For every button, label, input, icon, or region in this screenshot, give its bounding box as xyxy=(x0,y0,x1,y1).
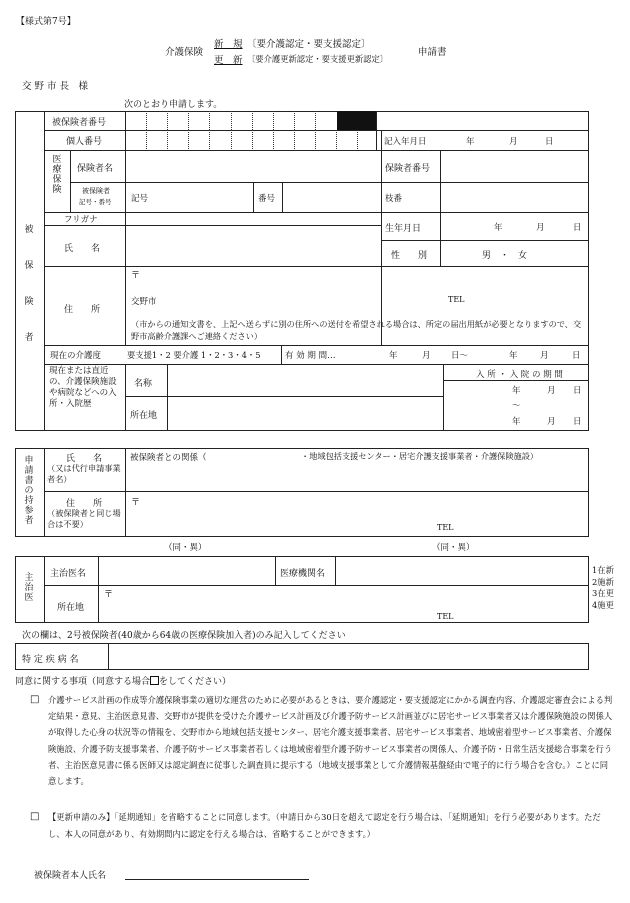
checkbox-sample-icon xyxy=(150,676,159,685)
admission-period-label: 入 所 ・ 入 院 の 期 間 xyxy=(476,370,563,380)
same-diff-right[interactable]: （同・異） xyxy=(432,543,475,553)
submitter-address-label: 住 所 xyxy=(66,499,103,509)
signature-line[interactable] xyxy=(125,879,309,880)
admission-start-day: 日 xyxy=(573,386,582,396)
care-levels[interactable]: 要支援1・2 要介護 1・2・3・4・5 xyxy=(127,350,261,360)
symbol-label: 記号 xyxy=(131,194,149,204)
digit-cell-divider xyxy=(167,111,168,130)
address-note: （市からの通知文書を、上記へ送らずに別の住所への送付を希望される場合は、所定の届出用紙が必要となりますので、交野市高齢介護課へご連絡ください） xyxy=(131,319,582,341)
digit-cell-divider xyxy=(273,111,274,130)
birth-day: 日 xyxy=(573,223,582,233)
digit-cell-divider xyxy=(167,130,168,149)
admission-end-year: 年 xyxy=(512,417,521,427)
consent-header: 同意に関する事項（同意する場合 をしてください） xyxy=(15,677,232,687)
name-field[interactable] xyxy=(126,226,380,265)
relation-label: 被保険者との関係（ xyxy=(130,453,207,463)
title-suffix: 申請書 xyxy=(418,47,447,58)
entry-month: 月 xyxy=(509,137,518,147)
period-end-month: 月 xyxy=(540,351,549,361)
doctor-section-label: 主治医 xyxy=(24,573,34,603)
period-end-day: 日 xyxy=(572,351,581,361)
symbol-field[interactable] xyxy=(150,183,252,211)
insurer-number-label: 保険者番号 xyxy=(385,164,431,174)
digit-cell-divider xyxy=(357,130,358,149)
code-4: 4施更 xyxy=(592,599,614,610)
branch-field[interactable] xyxy=(441,183,588,211)
doctor-tel-label: TEL xyxy=(437,612,454,621)
individual-number-label: 個人番号 xyxy=(66,137,103,147)
institution-field[interactable] xyxy=(336,557,588,584)
digit-cell-divider xyxy=(188,111,189,130)
insurer-name-label: 保険者名 xyxy=(77,164,114,174)
doctor-location-label: 所在地 xyxy=(57,603,85,613)
admission-wave: 〜 xyxy=(512,401,521,411)
period-start-month: 月 xyxy=(422,351,431,361)
postal-mark: 〒 xyxy=(131,271,141,281)
entry-year: 年 xyxy=(466,137,475,147)
entry-date-field[interactable] xyxy=(440,131,588,149)
submitter-tel-label: TEL xyxy=(437,523,454,532)
specific-disease-field[interactable] xyxy=(109,644,588,669)
institution-label: 医療機関名 xyxy=(280,569,326,579)
filled-cells xyxy=(337,111,376,130)
title-renew: 更 新 xyxy=(214,55,243,66)
code-1: 1在新 xyxy=(592,565,614,575)
specific-disease-label: 特 定 疾 病 名 xyxy=(22,655,79,665)
admission-end-month: 月 xyxy=(547,417,556,427)
title-new: 新 規 xyxy=(214,39,243,50)
valid-period-label: 有 効 期 間… xyxy=(285,351,336,361)
sex-options[interactable]: 男 ・ 女 xyxy=(482,251,528,261)
number-field[interactable] xyxy=(283,183,380,211)
doctor-name-label: 主治医名 xyxy=(50,569,87,579)
digit-cell-divider xyxy=(315,111,316,130)
furigana-label: フリガナ xyxy=(64,215,98,225)
city-label: 交野市 xyxy=(131,297,157,307)
insured-symbol-label: 被保険者 xyxy=(82,187,110,195)
doctor-codes xyxy=(592,565,614,611)
address-field[interactable] xyxy=(126,267,588,317)
digit-cell-divider xyxy=(231,130,232,149)
title-new-detail: 〔要介護認定・要支援認定〕 xyxy=(247,39,371,50)
insured-number-label: 被保険者番号 xyxy=(52,118,107,128)
digit-cell-divider xyxy=(146,111,147,130)
intro-text: 次のとおり申請します。 xyxy=(124,100,223,110)
digit-cell-divider xyxy=(294,111,295,130)
birth-year: 年 xyxy=(494,223,503,233)
code-2: 2施新 xyxy=(592,576,614,587)
consent2-checkbox[interactable]: □ xyxy=(30,811,40,822)
birth-date-field[interactable] xyxy=(441,213,588,239)
digit-cell-divider xyxy=(294,130,295,149)
title-renew-detail: 〔要介護更新認定・要支援更新認定〕 xyxy=(247,54,389,64)
birth-month: 月 xyxy=(536,223,545,233)
number-label: 番号 xyxy=(258,194,276,204)
doctor-location-field[interactable] xyxy=(99,586,588,622)
admission-start-month: 月 xyxy=(547,386,556,396)
digit-cell-divider xyxy=(146,130,147,149)
title-prefix: 介護保険 xyxy=(165,47,204,58)
digit-cell-divider xyxy=(231,111,232,130)
period-start-day: 日〜 xyxy=(451,351,469,361)
address-label: 住 所 xyxy=(64,305,101,315)
digit-cell-divider xyxy=(252,111,253,130)
consent1-checkbox[interactable]: □ xyxy=(30,694,40,705)
code-3: 3在更 xyxy=(592,588,614,598)
digit-cell-divider xyxy=(209,130,210,149)
name-label: 氏 名 xyxy=(64,244,101,254)
digit-cell-divider xyxy=(273,130,274,149)
current-care-label: 現在の介護度 xyxy=(50,351,102,361)
form-number: 【様式第7号】 xyxy=(16,17,76,27)
digit-cell-divider xyxy=(315,130,316,149)
admission-end-day: 日 xyxy=(573,417,582,427)
digit-cell-divider xyxy=(252,130,253,149)
facility-location-label: 所在地 xyxy=(130,411,158,421)
facility-name-label: 名称 xyxy=(134,379,153,389)
submitter-name-label: 氏 名 xyxy=(66,454,103,464)
insured-section-label: 被保険者 xyxy=(24,225,34,343)
submitter-postal-mark: 〒 xyxy=(131,498,141,508)
submitter-name-sub: （又は代行申請事業者名） xyxy=(47,463,121,484)
birth-date-label: 生年月日 xyxy=(385,224,422,234)
branch-label: 枝番 xyxy=(385,194,403,204)
tel-label: TEL xyxy=(448,295,465,304)
medical-insurance-label: 医療保険 xyxy=(52,155,62,195)
addressee: 交 野 市 長 様 xyxy=(22,81,89,92)
submitter-address-sub: （被保険者と同じ場合は不要） xyxy=(47,508,121,529)
secondary-note: 次の欄は、2号被保険者(40歳から64歳の医療保険加入者)のみ記入してください xyxy=(22,631,346,641)
facility-history-label: 現在または直近の、介護保険施設や病院などへの入所・入院歴 xyxy=(49,366,117,409)
submitter-section-label: 申請書の持参者 xyxy=(24,456,34,526)
insured-symbol-sub: 記号・番号 xyxy=(79,198,112,206)
doctor-postal-mark: 〒 xyxy=(104,590,114,600)
period-end-year: 年 xyxy=(509,351,518,361)
signature-label: 被保険者本人氏名 xyxy=(34,871,107,881)
same-diff-left[interactable]: （同・異） xyxy=(164,543,207,553)
insurer-number-field[interactable] xyxy=(441,151,588,181)
submitter-name-field[interactable] xyxy=(126,465,588,490)
submitter-address-field[interactable] xyxy=(126,492,588,536)
doctor-name-field[interactable] xyxy=(99,557,274,584)
sex-label: 性 別 xyxy=(391,251,428,261)
entry-day: 日 xyxy=(545,137,554,147)
relation-options[interactable]: ・地域包括支援センター・居宅介護支援事業者・介護保険施設） xyxy=(301,451,539,461)
digit-cell-divider xyxy=(209,111,210,130)
digit-cell-divider xyxy=(336,130,337,149)
consent1-text: 介護サービス計画の作成等介護保険事業の適切な運営のために必要があるときは、要介護認定・要支援認定にかかる調査内容、介護認定審査会による判定結果・意見、主治医意見書、交野市が提供を受けた介護サービス計画及び介護予防サービス計画並びに居宅サービス事業者又は介護保険施設の関係人が取得した心身の状況等の情報を、交野市から地域包括支援センター、居宅介護支援事業者、居宅サービス事業者、地域密着型サービス事業者、介護保険施設、介護予防支援事業者、介護予防サービス事業者若しくは地域密着型介護予防サービス事業者の関係人、介護予防・日常生活支援総合事業を行う者、主治医意見書に係る医師又は認定調査に従事した調査員に提示する（地域支援事業として介護情報基盤経由で電子的に行う場合を含む。）ことに同意します。 xyxy=(48,695,613,787)
facility-name-field[interactable] xyxy=(168,365,442,395)
consent2-text: 【更新申請のみ】「延期通知」を省略することに同意します。（申請日から30日を超えて認定を行う場合は、「延期通知」を行う必要があります。ただし、本人の同意があり、有効期間内に認定を行える場合は、省略することができます。） xyxy=(48,812,601,839)
furigana-field[interactable] xyxy=(126,213,380,224)
facility-location-field[interactable] xyxy=(168,397,442,430)
entry-date-label: 記入年月日 xyxy=(384,137,427,147)
digit-cell-divider xyxy=(188,130,189,149)
period-start-year: 年 xyxy=(389,351,398,361)
insurer-name-field[interactable] xyxy=(126,151,380,181)
admission-start-year: 年 xyxy=(512,386,521,396)
